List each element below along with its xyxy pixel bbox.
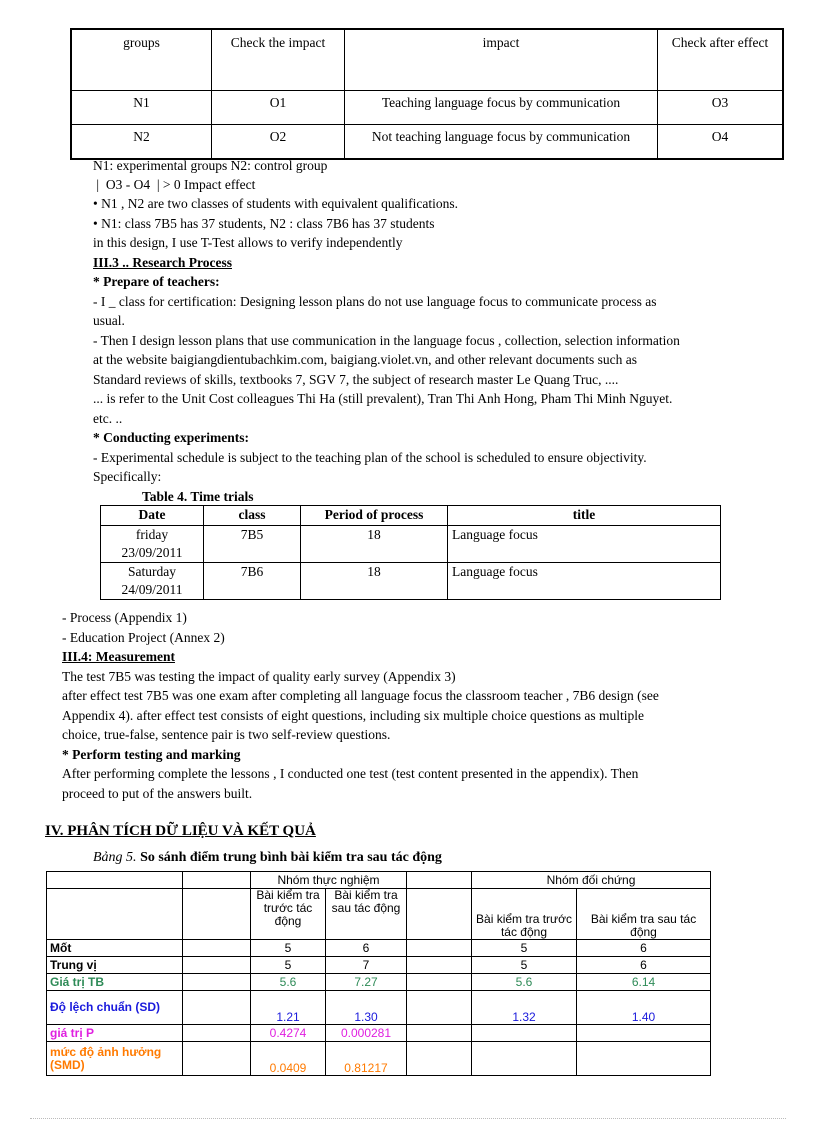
cell-period: 18 (301, 563, 448, 600)
header-title: title (448, 506, 721, 526)
row-label: Giá trị TB (47, 974, 183, 991)
header-groups: groups (71, 29, 212, 91)
cell-value: 0.81217 (326, 1042, 407, 1076)
section-heading-analysis: IV. PHÂN TÍCH DỮ LIỆU VÀ KẾT QUẢ (45, 823, 316, 839)
cell-pretest: O1 (212, 91, 345, 125)
table-row (47, 940, 711, 957)
cell-value: 6.14 (577, 974, 711, 991)
cell-value: 5.6 (251, 974, 326, 991)
stats-subheader-row (47, 889, 711, 940)
cell-value (472, 1042, 577, 1076)
cell-value: 0.0409 (251, 1042, 326, 1076)
table-row (71, 91, 783, 125)
cell-impact: Teaching language focus by communication (345, 91, 658, 125)
body-line: choice, true-false, sentence pair is two self-review questions. (62, 727, 391, 742)
header-check-impact: Check the impact (212, 29, 345, 91)
body-line: - Then I design lesson plans that use communication in the language focus , collection, selection information (93, 333, 680, 348)
cell-value: 5.6 (472, 974, 577, 991)
row-label: mức độ ảnh hưởng (SMD) (47, 1042, 183, 1076)
table-row (101, 526, 721, 563)
cell-period: 18 (301, 526, 448, 563)
body-line: | O3 - O4 | > 0 Impact effect (93, 177, 256, 192)
cell-value: 1.21 (251, 991, 326, 1025)
row-label: giá trị P (47, 1025, 183, 1042)
body-line: The test 7B5 was testing the impact of quality early survey (Appendix 3) (62, 669, 456, 684)
cell-title: Language focus (448, 526, 721, 563)
sub-before-ctrl: Bài kiểm tra trước tác động (472, 889, 577, 940)
group-control: Nhóm đối chứng (472, 872, 711, 889)
body-line: - I _ class for certification: Designing lesson plans do not use language focus to communicate process as (93, 294, 657, 309)
table5-label: Bảng 5. (93, 850, 137, 865)
cell-value: 1.32 (472, 991, 577, 1025)
table5-title: So sánh điểm trung bình bài kiểm tra sau tác động (136, 850, 442, 865)
cell-day: friday (135, 527, 169, 542)
cell-value (577, 1025, 711, 1042)
body-line: After performing complete the lessons , I conducted one test (test content presented in the appendix). Then (62, 766, 639, 781)
cell-value: 6 (577, 957, 711, 974)
header-class: class (204, 506, 301, 526)
body-line: Appendix 4). after effect test consists of eight questions, including six multiple choice questions as multiple (62, 708, 645, 723)
row-label: Độ lệch chuẩn (SD) (47, 991, 183, 1025)
body-line: in this design, I use T-Test allows to verify independently (93, 235, 403, 250)
cell-group: N2 (71, 125, 212, 160)
cell-value: 7 (326, 957, 407, 974)
cell-value: 1.30 (326, 991, 407, 1025)
design-table (70, 28, 784, 160)
design-table-header-row (71, 29, 783, 91)
header-impact: impact (345, 29, 658, 91)
cell-value (472, 1025, 577, 1042)
cell-date-value: 24/09/2011 (121, 582, 183, 597)
body-line: Specifically: (93, 469, 162, 484)
body-line: after effect test 7B5 was one exam after completing all language focus the classroom teacher , 7B6 design (see (62, 688, 659, 703)
table5-caption (93, 850, 442, 866)
body-line: - Education Project (Annex 2) (62, 630, 225, 645)
cell-value: 5 (251, 940, 326, 957)
sub-after-exp: Bài kiểm tra sau tác động (326, 889, 407, 940)
row-label: Trung vị (47, 957, 183, 974)
cell-value: 1.40 (577, 991, 711, 1025)
section-heading-research-process: III.3 .. Research Process (93, 255, 232, 270)
cell-class: 7B5 (204, 526, 301, 563)
group-experimental: Nhóm thực nghiệm (251, 872, 407, 889)
cell-title: Language focus (448, 563, 721, 600)
body-line: - Experimental schedule is subject to the teaching plan of the school is scheduled to ensure objectivity. (93, 450, 647, 465)
subheading-prepare: * Prepare of teachers: (93, 274, 220, 289)
body-line: ... is refer to the Unit Cost colleagues Thi Ha (still prevalent), Tran Thi Anh Hong, Pham Thi Minh Nguyet. (93, 391, 673, 406)
cell-posttest: O4 (658, 125, 784, 160)
subheading-perform: * Perform testing and marking (62, 747, 241, 762)
time-trials-table (100, 505, 721, 600)
cell-class: 7B6 (204, 563, 301, 600)
cell-value: 6 (326, 940, 407, 957)
body-line: proceed to put of the answers built. (62, 786, 253, 801)
section-heading-measurement: III.4: Measurement (62, 649, 175, 664)
table-row (47, 957, 711, 974)
table4-caption: Table 4. Time trials (142, 489, 254, 504)
cell-value: 0.4274 (251, 1025, 326, 1042)
stats-table (46, 871, 711, 1076)
sub-after-ctrl: Bài kiểm tra sau tác động (577, 889, 711, 940)
table-row (101, 563, 721, 600)
cell-date (101, 563, 204, 600)
cell-value: 5 (472, 957, 577, 974)
body-line: usual. (93, 313, 125, 328)
body-line: Standard reviews of skills, textbooks 7, SGV 7, the subject of research master Le Quang Truc, .... (93, 372, 619, 387)
row-label: Mốt (47, 940, 183, 957)
body-line: • N1: class 7B5 has 37 students, N2 : class 7B6 has 37 students (93, 216, 435, 231)
cell-value: 5 (472, 940, 577, 957)
sub-before-exp: Bài kiểm tra trước tác động (251, 889, 326, 940)
cell-value: 5 (251, 957, 326, 974)
cell-date-value: 23/09/2011 (121, 545, 183, 560)
cell-impact: Not teaching language focus by communication (345, 125, 658, 160)
body-line: • N1 , N2 are two classes of students with equivalent qualifications. (93, 196, 459, 211)
stats-group-row (47, 872, 711, 889)
cell-date (101, 526, 204, 563)
cell-value (577, 1042, 711, 1076)
body-line: etc. .. (93, 411, 123, 426)
subheading-conducting: * Conducting experiments: (93, 430, 249, 445)
cell-group: N1 (71, 91, 212, 125)
table-row (47, 974, 711, 991)
table-row (47, 1042, 711, 1076)
table-row (47, 991, 711, 1025)
header-period: Period of process (301, 506, 448, 526)
body-line: - Process (Appendix 1) (62, 610, 187, 625)
body-line: N1: experimental groups N2: control group (93, 158, 328, 173)
time-table-header-row (101, 506, 721, 526)
table-row (71, 125, 783, 160)
cell-posttest: O3 (658, 91, 784, 125)
cell-value: 0.000281 (326, 1025, 407, 1042)
cell-day: Saturday (128, 564, 176, 579)
header-date: Date (101, 506, 204, 526)
cell-value: 7.27 (326, 974, 407, 991)
body-line: at the website baigiangdientubachkim.com, baigiang.violet.vn, and other relevant documents such as (93, 352, 637, 367)
cell-value: 6 (577, 940, 711, 957)
page-bottom-divider (30, 1118, 786, 1119)
header-check-after: Check after effect (658, 29, 784, 91)
table-row (47, 1025, 711, 1042)
cell-pretest: O2 (212, 125, 345, 160)
